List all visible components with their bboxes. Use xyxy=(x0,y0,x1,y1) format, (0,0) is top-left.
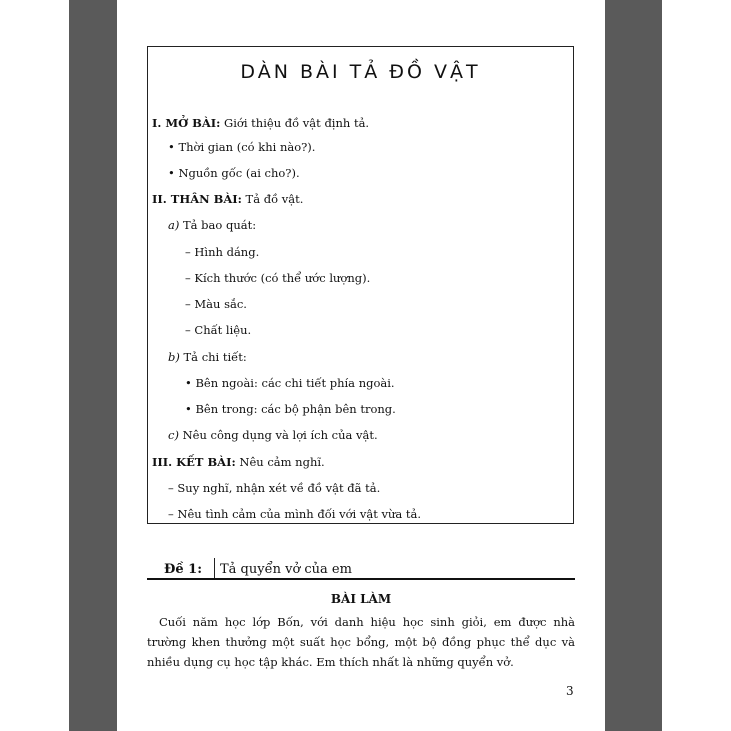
list-item: – Chất liệu. xyxy=(185,323,252,337)
list-item: • Nguồn gốc (ai cho?). xyxy=(168,166,300,180)
list-item: – Kích thước (có thể ước lượng). xyxy=(185,271,371,285)
list-item: – Suy nghĩ, nhận xét về đồ vật đã tả. xyxy=(168,481,381,495)
conclusion-text: Nêu cảm nghĩ. xyxy=(235,455,325,469)
exercise-rule xyxy=(147,578,575,580)
exercise-header xyxy=(160,558,575,580)
answer-paragraph: Cuối năm học lớp Bốn, với danh hiệu học sinh giỏi, em được nhà trường khen thưởng một suất học bổng, một bộ đồng phục thể dục và nhiều dụng cụ học tập khác. Em thích nhất là những quyển vở. xyxy=(147,615,575,669)
answer-heading: BÀI LÀM xyxy=(330,592,392,606)
intro-text: Giới thiệu đồ vật định tả. xyxy=(220,116,370,130)
intro-heading: I. MỞ BÀI: xyxy=(152,116,221,130)
outline-title: DÀN BÀI TẢ ĐỒ VẬT xyxy=(240,61,481,83)
general-marker: a) xyxy=(168,218,180,232)
intro-line xyxy=(152,116,369,130)
detail-text: Tả chi tiết: xyxy=(179,350,247,364)
list-item: • Bên ngoài: các chi tiết phía ngoài. xyxy=(185,376,395,390)
conclusion-heading: III. KẾT BÀI: xyxy=(152,455,236,469)
use-line xyxy=(168,428,378,442)
general-text: Tả bao quát: xyxy=(179,218,257,232)
detail-line xyxy=(168,350,247,364)
list-item: • Thời gian (có khi nào?). xyxy=(168,140,316,154)
list-item: – Nêu tình cảm của mình đối với vật vừa tả. xyxy=(168,507,422,521)
list-item: – Màu sắc. xyxy=(185,297,247,311)
exercise-title: Tả quyển vở của em xyxy=(220,562,352,577)
general-line xyxy=(168,218,256,232)
exercise-label: Đề 1: xyxy=(164,562,203,577)
list-item: – Hình dáng. xyxy=(185,245,260,259)
body-text: Tả đồ vật. xyxy=(241,192,304,206)
page-number: 3 xyxy=(566,684,574,698)
exercise-divider xyxy=(214,558,215,578)
use-text: Nêu công dụng và lợi ích của vật. xyxy=(178,428,378,442)
list-item: • Bên trong: các bộ phận bên trong. xyxy=(185,402,396,416)
body-line xyxy=(152,192,303,206)
body-heading: II. THÂN BÀI: xyxy=(152,192,242,206)
use-marker: c) xyxy=(168,428,179,442)
conclusion-line xyxy=(152,455,325,469)
detail-marker: b) xyxy=(168,350,180,364)
